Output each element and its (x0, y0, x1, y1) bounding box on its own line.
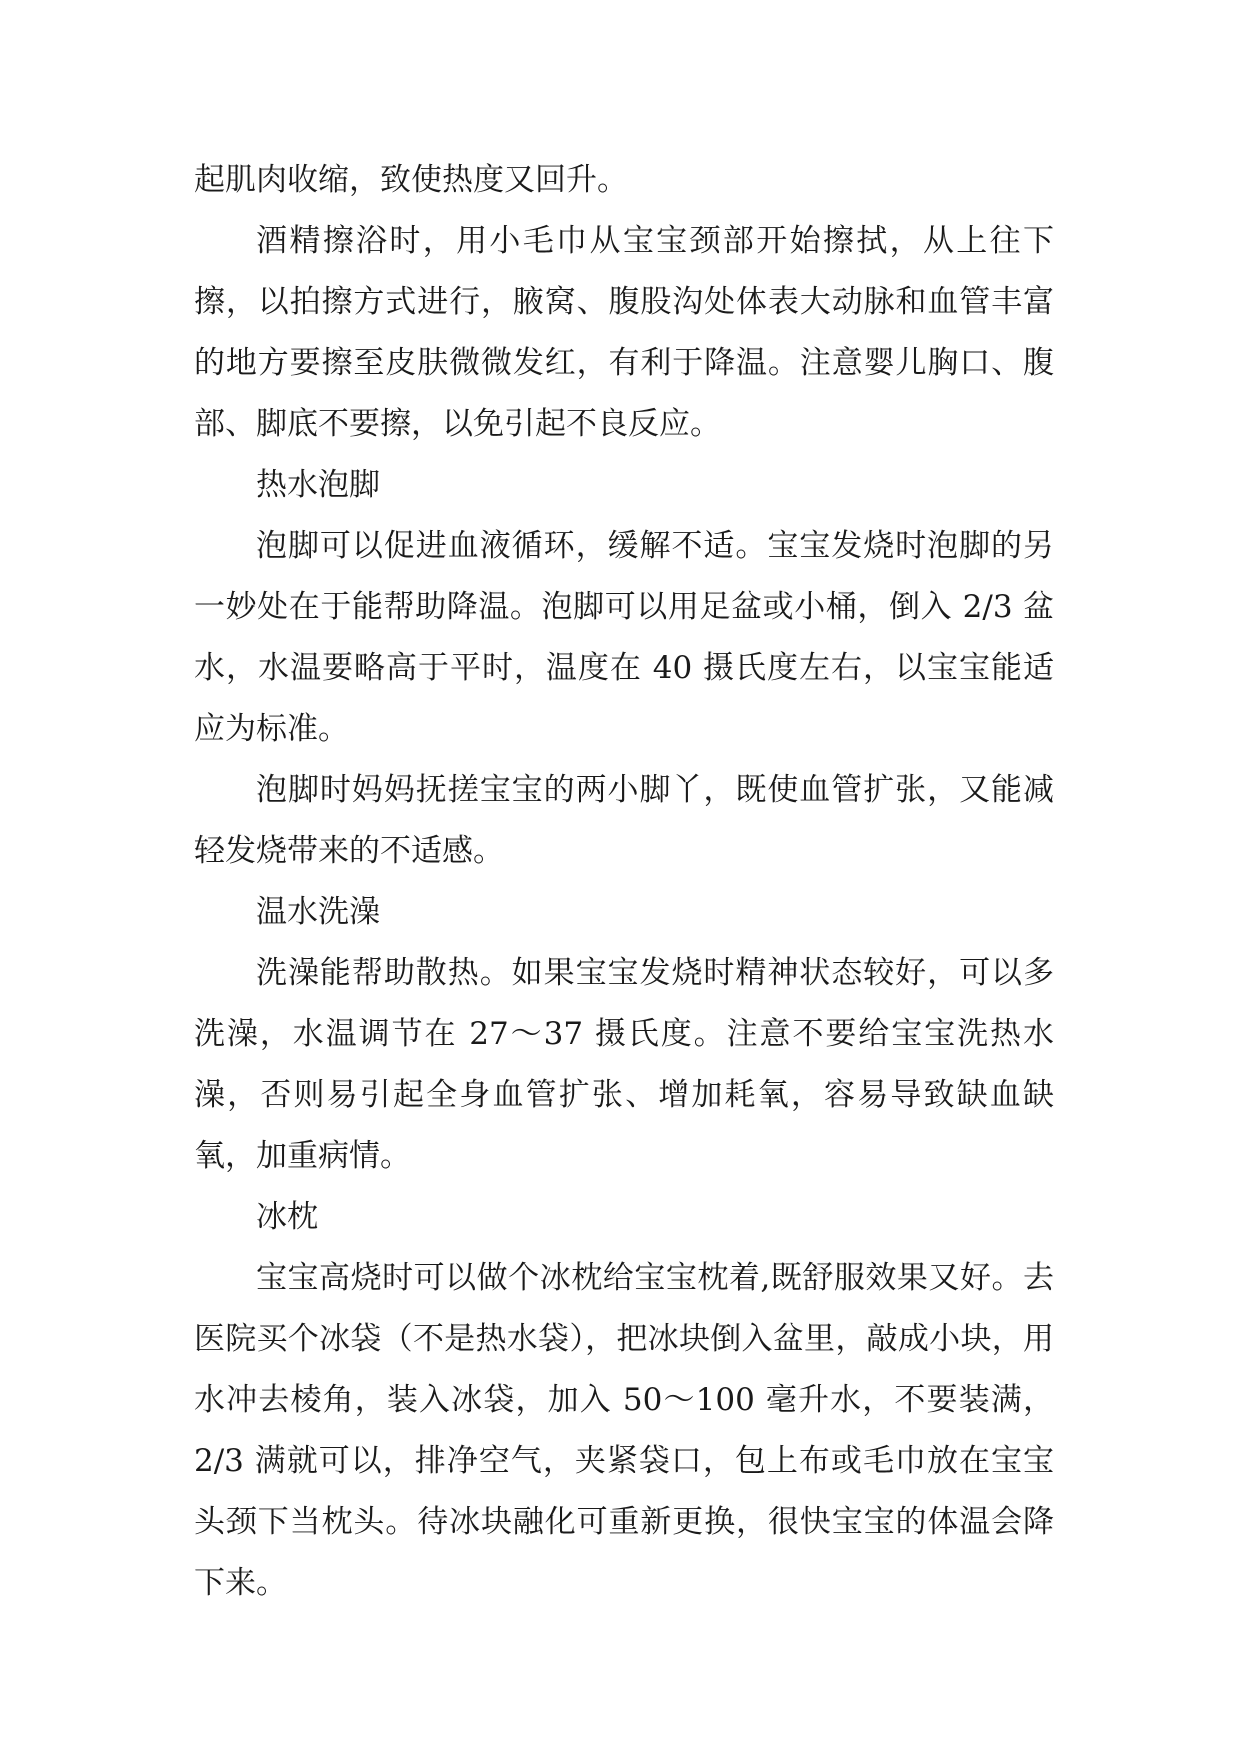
section-heading-ice-pillow: 冰枕 (256, 1199, 318, 1235)
paragraph-foot-massage: 泡脚时妈妈抚搓宝宝的两小脚丫，既使血管扩张，又能减轻发烧带来的不适感。 (194, 772, 1054, 869)
paragraph-foot-soak: 泡脚可以促进血液循环，缓解不适。宝宝发烧时泡脚的另一妙处在于能帮助降温。泡脚可以用足盆或小桶，倒入 2/3 盆水，水温要略高于平时，温度在 40 摄氏度左右，以宝宝能适应为标准。 (194, 528, 1054, 747)
section-heading-foot-soak: 热水泡脚 (256, 467, 380, 503)
section-heading-warm-bath: 温水洗澡 (256, 894, 380, 930)
paragraph-alcohol-bath: 酒精擦浴时，用小毛巾从宝宝颈部开始擦拭，从上往下擦，以拍擦方式进行，腋窝、腹股沟处体表大动脉和血管丰富的地方要擦至皮肤微微发红，有利于降温。注意婴儿胸口、腹部、脚底不要擦，以免引起不良反应。 (194, 223, 1054, 442)
paragraph-continuation: 起肌肉收缩，致使热度又回升。 (194, 162, 628, 198)
document-page (194, 150, 1054, 1614)
paragraph-ice-pillow: 宝宝高烧时可以做个冰枕给宝宝枕着,既舒服效果又好。去医院买个冰袋（不是热水袋），把冰块倒入盆里，敲成小块，用水冲去棱角，装入冰袋，加入 50～100 毫升水，不要装满，2/3 满就可以，排净空气，夹紧袋口，包上布或毛巾放在宝宝头颈下当枕头。待冰块融化可重新更换，很快宝宝的体温会降下来。 (194, 1260, 1054, 1601)
paragraph-warm-bath: 洗澡能帮助散热。如果宝宝发烧时精神状态较好，可以多洗澡，水温调节在 27～37 摄氏度。注意不要给宝宝洗热水澡，否则易引起全身血管扩张、增加耗氧，容易导致缺血缺氧，加重病情。 (194, 955, 1054, 1174)
